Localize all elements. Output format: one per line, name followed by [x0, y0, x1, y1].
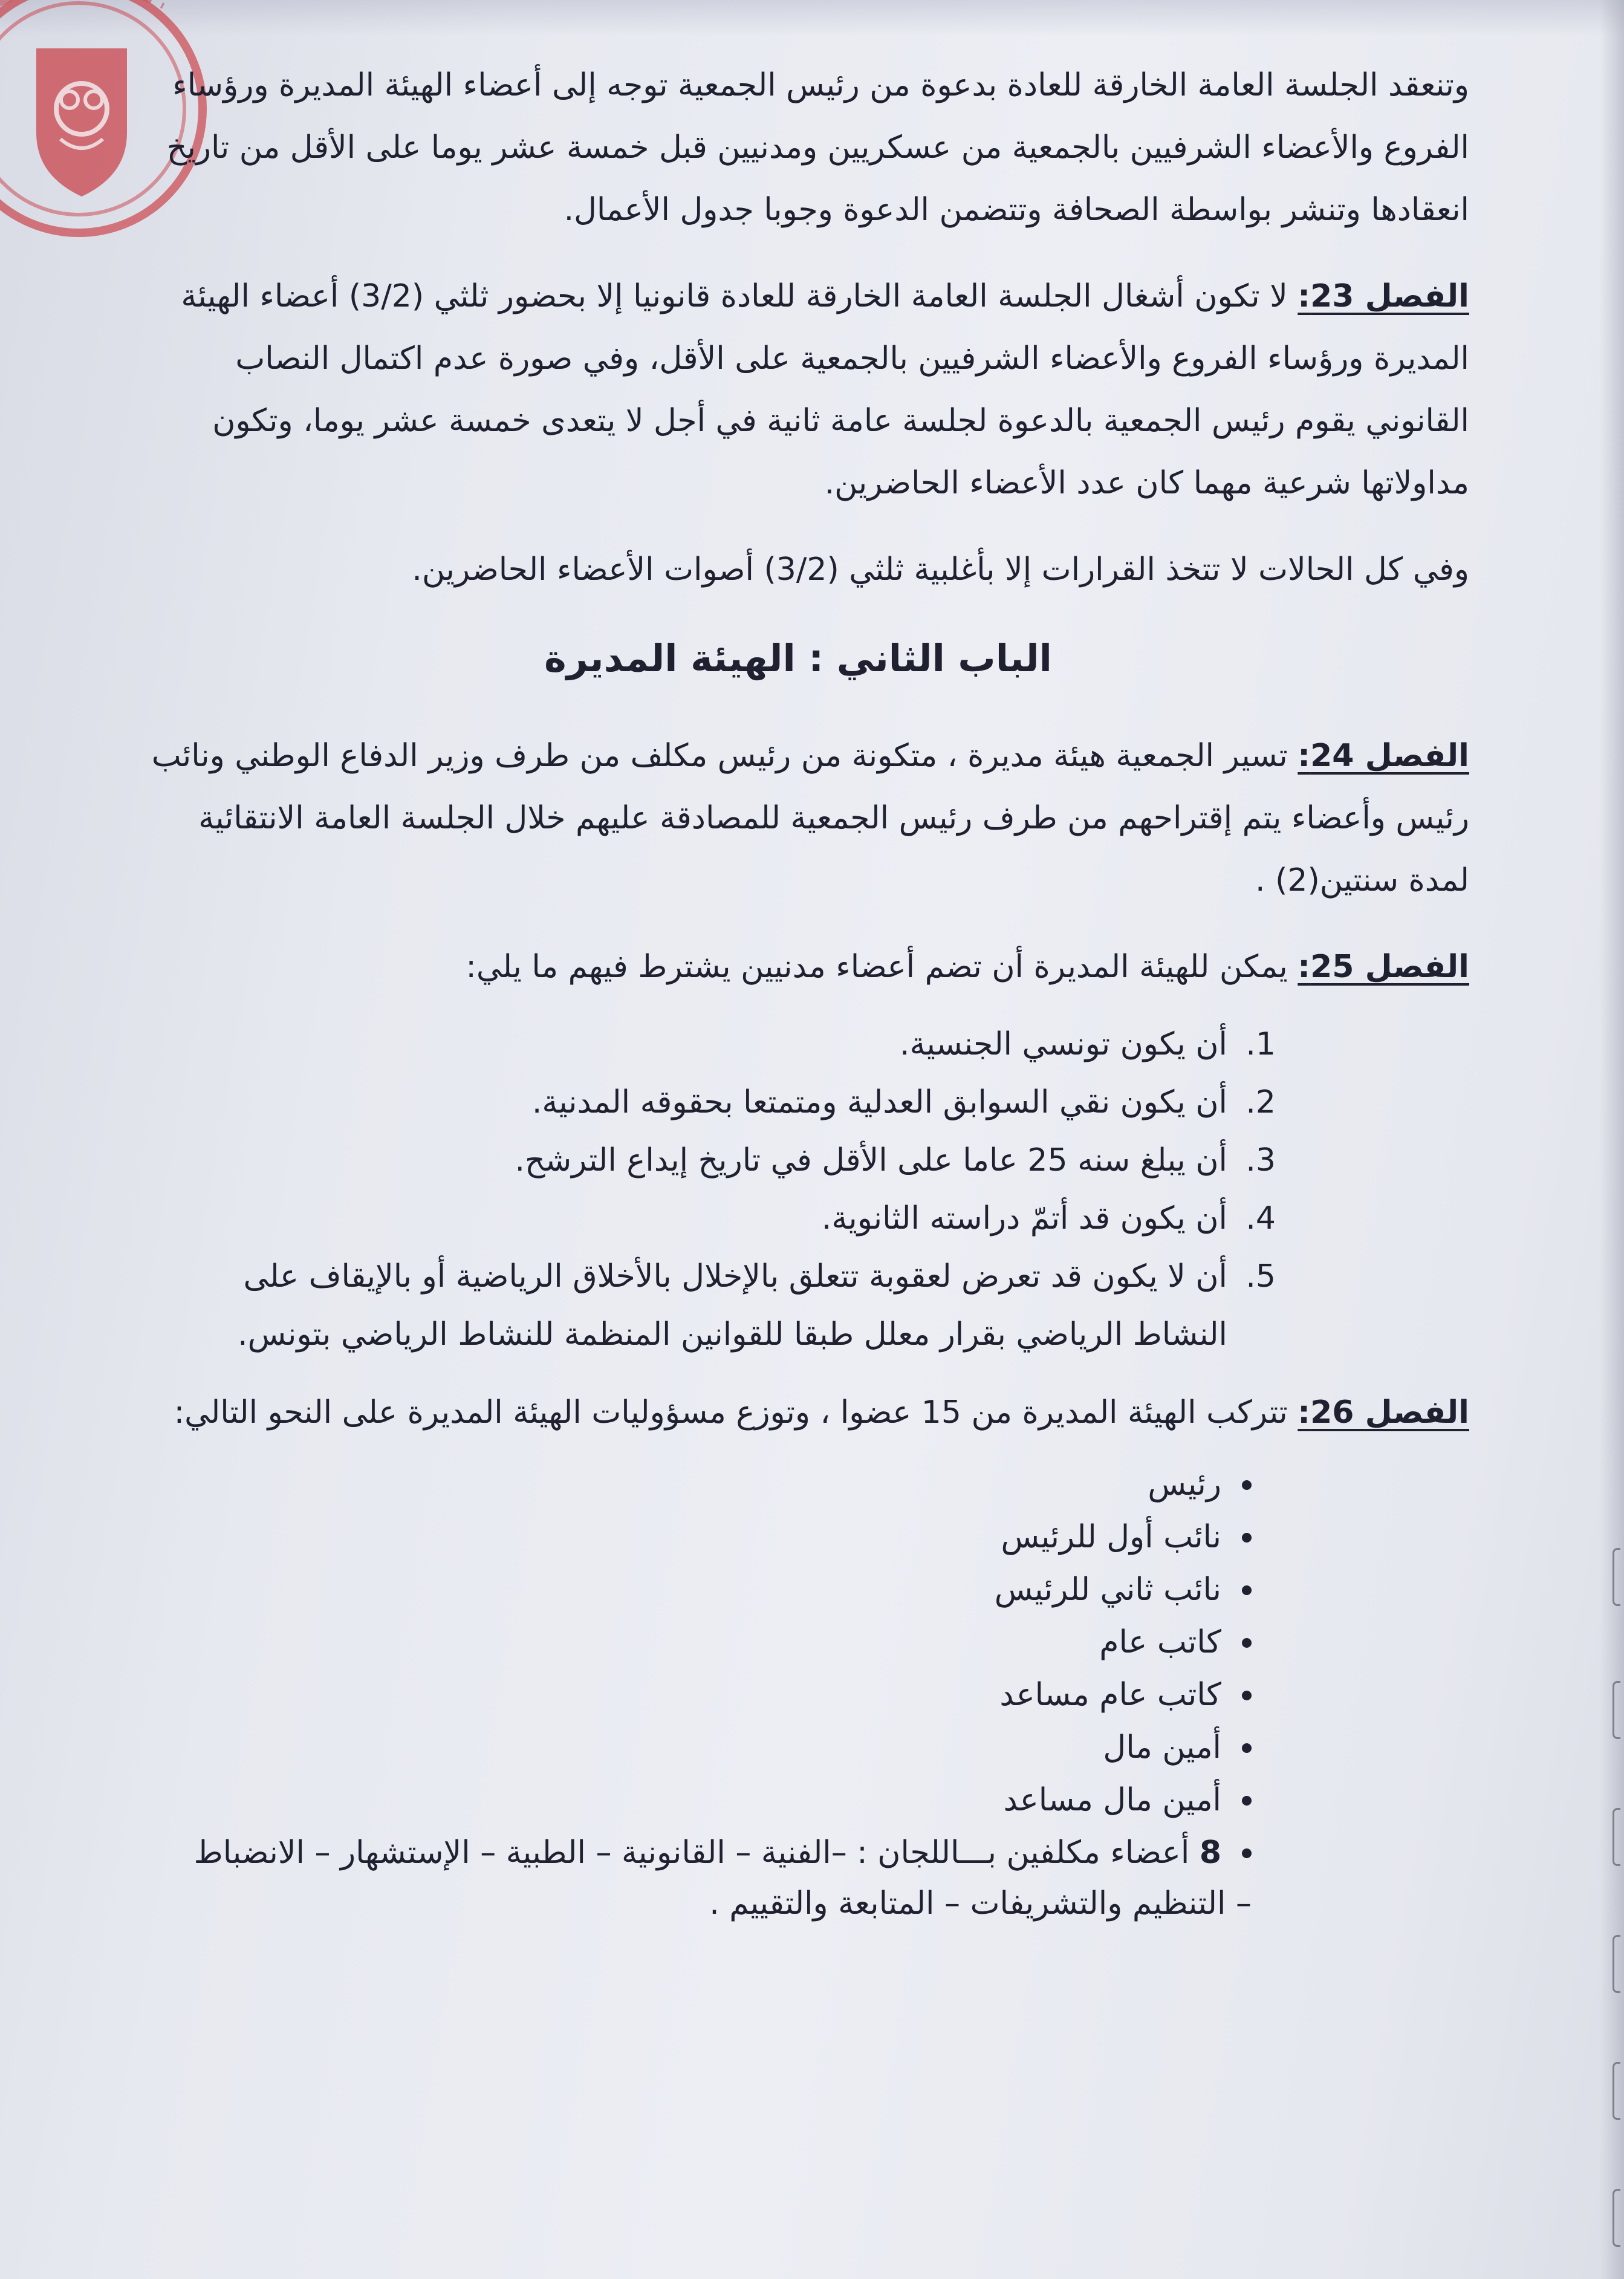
list-item-text: أمين مال مساعد	[1003, 1782, 1221, 1818]
list-item	[151, 1131, 1276, 1189]
article-24	[151, 725, 1469, 912]
committees-text: أعضاء مكلفين بـــاللجان : –الفنية – القانونية – الطبية – الإستشهار – الانضباط	[193, 1835, 1190, 1871]
bullet-icon	[1242, 1638, 1252, 1648]
list-item-text	[151, 1827, 1221, 1879]
list-item-text: رئيس	[1148, 1466, 1221, 1503]
article-24-text: تسير الجمعية هيئة مديرة ، متكونة من رئيس مكلف من طرف وزير الدفاع الوطني ونائب رئيس وأعضاء يتم إقتراحهم من طرف رئيس الجمعية للمصادقة عليهم خلال الجلسة العامة الانتقائية لمدة سنتين(2) .	[151, 738, 1469, 899]
article-25-text: يمكن للهيئة المديرة أن تضم أعضاء مدنيين يشترط فيهم ما يلي:	[466, 949, 1288, 985]
list-item-number: 5.	[1246, 1258, 1276, 1295]
list-item-number: 4.	[1246, 1200, 1276, 1237]
article-23-note: وفي كل الحالات لا تتخذ القرارات إلا بأغلبية ثلثي (3/2) أصوات الأعضاء الحاضرين.	[412, 551, 1469, 588]
binder-ring-mark	[1613, 1808, 1620, 1866]
binder-ring-mark	[1613, 1681, 1620, 1739]
list-item-text: أن يكون نقي السوابق العدلية ومتمتعا بحقوقه المدنية.	[531, 1084, 1227, 1120]
binder-ring-mark	[1613, 2062, 1620, 2120]
list-item-number: 2.	[1246, 1084, 1276, 1120]
bullet-icon	[1242, 1691, 1252, 1700]
list-item-text: أن لا يكون قد تعرض لعقوبة تتعلق بالإخلال بالأخلاق الرياضية أو بالإيقاف على النشاط الرياضي بقرار معلل طبقا للقوانين المنظمة للنشاط الرياضي بتونس.	[238, 1258, 1227, 1353]
list-item-text: أن يكون قد أتمّ دراسته الثانوية.	[821, 1200, 1227, 1237]
list-item-text: كاتب عام مساعد	[999, 1677, 1221, 1713]
list-item	[151, 1073, 1276, 1131]
binder-ring-mark	[1613, 1548, 1620, 1606]
list-item	[151, 1564, 1252, 1616]
article-24-label: الفصل 24:	[1298, 738, 1469, 774]
list-item-text: نائب ثاني للرئيس	[994, 1572, 1221, 1608]
bullet-icon	[1242, 1743, 1252, 1753]
article-23-text: لا تكون أشغال الجلسة العامة الخارقة للعادة قانونيا إلا بحضور ثلثي (3/2) أعضاء الهيئة المديرة ورؤساء الفروع والأعضاء الشرفيين بالجمعية على الأقل، وفي صورة عدم اكتمال النصاب القانوني يقوم رئيس الجمعية بالدعوة لجلسة عامة ثانية في أجل لا يتعدى خمسة عشر يوما، وتكون مداولاتها شرعية مهما كان عدد الأعضاء الحاضرين.	[181, 278, 1469, 501]
positions-list	[151, 1458, 1469, 1879]
article-23	[151, 265, 1469, 515]
list-item-text: أمين مال	[1103, 1729, 1221, 1766]
binder-edge	[1600, 0, 1624, 2279]
article-26-text: تتركب الهيئة المديرة من 15 عضوا ، وتوزع مسؤوليات الهيئة المديرة على النحو التالي:	[174, 1394, 1288, 1431]
article-23-label: الفصل 23:	[1298, 278, 1469, 314]
document-body	[151, 54, 1469, 1928]
bullet-icon	[1242, 1796, 1252, 1806]
article-25	[151, 936, 1469, 998]
list-item	[151, 1189, 1276, 1247]
committees-continuation: – التنظيم والتشريفات – المتابعة والتقييم .	[709, 1885, 1252, 1922]
committees-count: 8	[1199, 1835, 1221, 1871]
list-item-text: نائب أول للرئيس	[1001, 1519, 1221, 1555]
bullet-icon	[1242, 1480, 1252, 1490]
list-item-number: 1.	[1246, 1026, 1276, 1062]
article-25-label: الفصل 25:	[1298, 949, 1469, 985]
list-item	[151, 1721, 1252, 1774]
bullet-icon	[1242, 1585, 1252, 1595]
binder-ring-mark	[1613, 2189, 1620, 2247]
list-item	[151, 1247, 1276, 1364]
list-item-text: كاتب عام	[1099, 1624, 1221, 1660]
intro-paragraph: وتنعقد الجلسة العامة الخارقة للعادة بدعوة من رئيس الجمعية توجه إلى أعضاء الهيئة المديرة ورؤساء الفروع والأعضاء الشرفيين بالجمعية من عسكريين ومدنيين قبل خمسة عشر يوما على الأقل من تاريخ انعقادها وتنشر بواسطة الصحافة وتتضمن الدعوة وجوبا جدول الأعمال.	[166, 67, 1469, 228]
list-item-text: أن يكون تونسي الجنسية.	[899, 1026, 1227, 1062]
conditions-list	[151, 1015, 1469, 1364]
list-item	[151, 1827, 1252, 1879]
section-heading: الباب الثاني : الهيئة المديرة	[544, 636, 1052, 680]
list-item	[151, 1774, 1252, 1827]
list-item	[151, 1015, 1276, 1073]
list-item-number: 3.	[1246, 1142, 1276, 1179]
binder-ring-mark	[1613, 1935, 1620, 1993]
article-26-label: الفصل 26:	[1298, 1394, 1469, 1431]
bullet-icon	[1242, 1533, 1252, 1543]
top-shadow	[0, 0, 1624, 36]
list-item	[151, 1669, 1252, 1721]
list-item	[151, 1458, 1252, 1511]
list-item-text: أن يبلغ سنه 25 عاما على الأقل في تاريخ إيداع الترشح.	[515, 1142, 1227, 1179]
article-26	[151, 1382, 1469, 1444]
list-item	[151, 1511, 1252, 1564]
list-item	[151, 1616, 1252, 1669]
bullet-icon	[1242, 1848, 1252, 1858]
